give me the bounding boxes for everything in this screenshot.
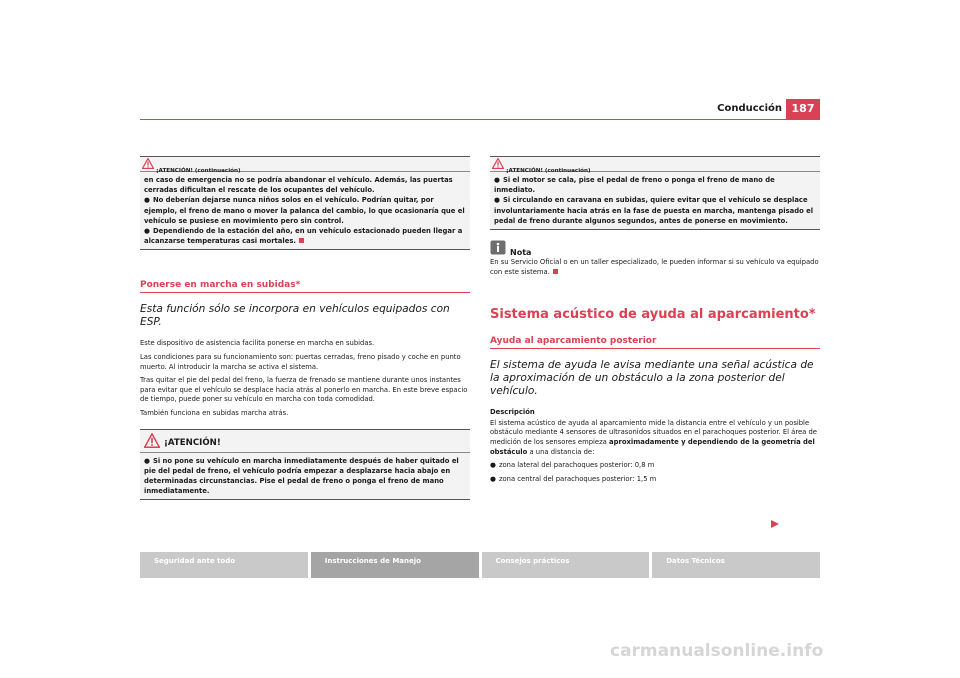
chapter-title: Sistema acústico de ayuda al aparcamiento* — [490, 307, 816, 323]
note-text: En su Servicio Oficial o en un taller especializado, le pueden informar si su vehículo va equipado con este sistema. — [490, 258, 819, 276]
bullet-icon: ● — [144, 456, 150, 465]
body-paragraph: También funciona en subidas marcha atrás. — [140, 408, 289, 417]
warning-continued-box — [490, 156, 820, 230]
distance-bullet: ● zona central del parachoques posterior: 1,5 m — [490, 474, 657, 483]
note-label: Nota — [510, 248, 532, 258]
bullet-icon: ● — [144, 227, 150, 236]
warning-continued-header — [490, 157, 820, 172]
body-paragraph: Este dispositivo de asistencia facilita ponerse en marcha en subidas. — [140, 339, 375, 348]
section-rule — [140, 292, 470, 293]
body-paragraph: Las condiciones para su funcionamiento son: puertas cerradas, freno pisado y coche en punto muerto. Al introducir la marcha se activa el sistema. — [140, 353, 461, 371]
section-subtitle: Esta función sólo se incorpora en vehículos equipados con ESP. — [140, 303, 450, 329]
body-paragraph: Tras quitar el pie del pedal del freno, la fuerza de frenado se mantiene durante unos instantes para evitar que el vehículo se desplace hacia atrás al ponerlo en marcha. En este breve espacio de tiempo, puede poner su vehículo en marcha con toda comodidad. — [140, 376, 468, 404]
next-page-arrow-icon[interactable] — [770, 519, 780, 529]
tab-datos[interactable]: Datos Técnicos — [652, 552, 820, 578]
description-heading: Descripción — [490, 408, 535, 417]
bullet-icon: ● — [490, 474, 496, 483]
description-text: El sistema acústico de ayuda al aparcamiento mide la distancia entre el vehículo y un posible obstáculo mediante 4 sensores de ultrasonidos situados en el parachoques posterior. El área de medición de los sensores empieza aproximadamente y dependiendo de la geometría del obstáculo a una distancia de: — [490, 418, 817, 456]
header-title: Conducción — [717, 103, 782, 114]
tab-seguridad[interactable]: Seguridad ante todo — [140, 552, 308, 578]
note-header — [490, 240, 820, 256]
warning-bullet: ● Si no pone su vehículo en marcha inmediatamente después de haber quitado el pie del pedal de freno, el vehículo podría empezar a desplazarse hacia abajo en determinadas circunstancias. Pise el pedal de freno o ponga el freno de mano inmediatamente. — [144, 456, 459, 496]
warning-continued-label: ¡ATENCIÓN! (continuación) — [156, 168, 241, 174]
bullet-icon: ● — [494, 196, 500, 205]
tab-instrucciones[interactable]: Instrucciones de Manejo — [311, 552, 479, 578]
right-column — [490, 156, 820, 488]
bullet-icon: ● — [144, 196, 150, 205]
tab-consejos[interactable]: Consejos prácticos — [482, 552, 650, 578]
warning-label: ¡ATENCIÓN! — [164, 437, 221, 448]
info-note-icon — [490, 240, 506, 255]
warning-header — [140, 430, 470, 453]
warning-triangle-icon — [142, 158, 154, 169]
watermark: carmanualsonline.info — [610, 641, 824, 661]
warning-triangle-icon — [492, 158, 504, 169]
header-rule — [140, 119, 820, 120]
left-column — [140, 156, 470, 500]
section-title: Ayuda al aparcamiento posterior — [490, 336, 657, 347]
distance-bullet: ● zona lateral del parachoques posterior: 0,8 m — [490, 461, 655, 470]
footer-nav — [140, 552, 820, 578]
end-mark-icon — [553, 269, 558, 274]
section-subtitle: El sistema de ayuda le avisa mediante una señal acústica de la aproximación de un obstáculo a la zona posterior del vehículo. — [490, 359, 814, 398]
bullet-icon: ● — [490, 461, 496, 470]
warning-bullet: ● Si circulando en caravana en subidas, quiere evitar que el vehículo se desplace involuntariamente hacia atrás en la fase de puesta en marcha, mantenga pisado el pedal de freno durante algunos segundos, antes de ponerse en movimiento. — [494, 196, 814, 225]
end-mark-icon — [299, 238, 304, 243]
bullet-icon: ● — [494, 176, 500, 184]
warning-continued-header — [140, 157, 470, 172]
page-number: 187 — [786, 99, 820, 119]
warning-continued-box — [140, 156, 470, 250]
warning-triangle-icon — [144, 433, 160, 448]
warning-bullet: ● No deberían dejarse nunca niños solos en el vehículo. Podrían quitar, por ejemplo, el freno de mano o mover la palanca del cambio, lo que ocasionaría que el vehículo se pusiese en movimiento pero sin control. — [144, 196, 465, 225]
warning-box — [140, 429, 470, 501]
warning-bullet: ● Si el motor se cala, pise el pedal de freno o ponga el freno de mano de inmediato. — [494, 176, 775, 195]
warning-bullet: ● Dependiendo de la estación del año, en un vehículo estacionado pueden llegar a alcanzarse temperaturas casi mortales. — [144, 227, 463, 246]
section-rule — [490, 348, 820, 349]
warning-continued-label: ¡ATENCIÓN! (continuación) — [506, 168, 591, 174]
warning-text: en caso de emergencia no se podría abandonar el vehículo. Además, las puertas cerradas dificultan el rescate de los ocupantes del vehículo. — [144, 176, 453, 195]
section-title: Ponerse en marcha en subidas* — [140, 280, 301, 291]
